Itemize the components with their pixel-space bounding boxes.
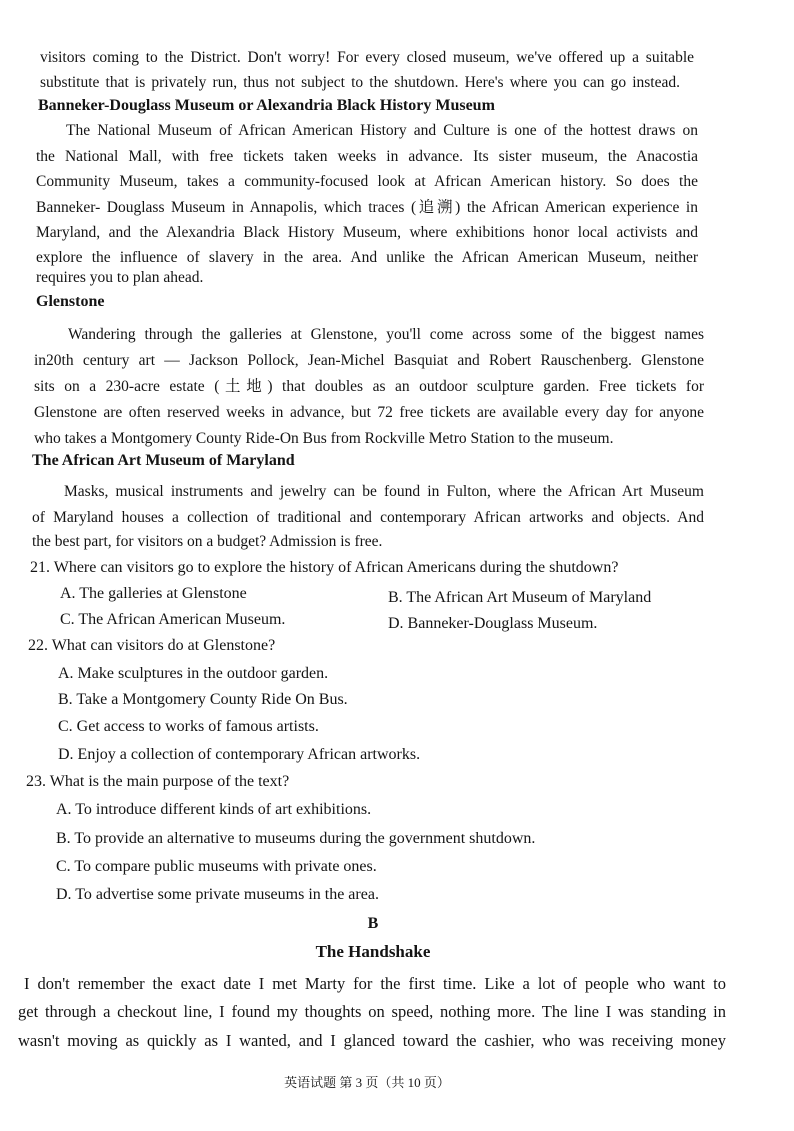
paragraph-line: wasn't moving as quickly as I wanted, and I glanced toward the cashier, who was receiving money: [18, 1031, 726, 1050]
paragraph-line: sits on a 230-acre estate (土地) that doubles as an outdoor sculpture garden. Free tickets for: [34, 378, 704, 395]
page-footer: 英语试题 第 3 页（共 10 页）: [284, 1075, 450, 1090]
paragraph-line: the National Mall, with free tickets taken weeks in advance. Its sister museum, the Anacostia: [36, 148, 698, 165]
passage-title: The Handshake: [315, 942, 431, 961]
paragraph-line: Maryland, and the Alexandria Black History Museum, where exhibitions honor local activists and: [36, 224, 698, 241]
paragraph-line: Glenstone are often reserved weeks in advance, but 72 free tickets are available every day for anyone: [34, 404, 704, 421]
question-option: D. To advertise some private museums in the area.: [56, 886, 379, 903]
paragraph-line: I don't remember the exact date I met Marty for the first time. Like a lot of people who want to: [24, 974, 726, 993]
paragraph-line: Wandering through the galleries at Glenstone, you'll come across some of the biggest names: [68, 326, 704, 343]
question-option: A. The galleries at Glenstone: [60, 585, 247, 602]
intro-line: substitute that is privately run, thus not subject to the shutdown. Here's where you can go instead.: [40, 74, 680, 91]
paragraph-line: who takes a Montgomery County Ride-On Bus from Rockville Metro Station to the museum.: [34, 430, 614, 447]
paragraph-line: The National Museum of African American History and Culture is one of the hottest draws on: [66, 122, 698, 139]
paragraph-line: of Maryland houses a collection of traditional and contemporary African artworks and objects. And: [32, 509, 704, 526]
question-option: D. Enjoy a collection of contemporary African artworks.: [58, 746, 421, 763]
question-option: A. Make sculptures in the outdoor garden.: [58, 665, 329, 682]
question-option: C. Get access to works of famous artists.: [58, 718, 319, 735]
paragraph-line: explore the influence of slavery in the area. And unlike the African American Museum, neither: [36, 249, 698, 266]
question-option: B. Take a Montgomery County Ride On Bus.: [58, 691, 348, 708]
question-option: B. The African Art Museum of Maryland: [388, 589, 652, 606]
section-heading: Glenstone: [36, 293, 105, 310]
question-option: D. Banneker-Douglass Museum.: [388, 615, 598, 632]
paragraph-line: Masks, musical instruments and jewelry can be found in Fulton, where the African Art Museum: [64, 483, 704, 500]
question-stem: 21. Where can visitors go to explore the history of African Americans during the shutdown?: [30, 559, 619, 576]
question-stem: 22. What can visitors do at Glenstone?: [28, 637, 276, 654]
paragraph-line: in20th century art — Jackson Pollock, Jean-Michel Basquiat and Robert Rauschenberg. Glenstone: [34, 352, 704, 369]
section-heading: The African Art Museum of Maryland: [32, 452, 295, 469]
question-stem: 23. What is the main purpose of the text?: [26, 773, 290, 790]
question-option: B. To provide an alternative to museums during the government shutdown.: [56, 830, 536, 847]
paragraph-line: get through a checkout line, I found my thoughts on speed, nothing more. The line I was standing in: [18, 1002, 726, 1021]
paragraph-line: the best part, for visitors on a budget? Admission is free.: [32, 533, 383, 550]
section-heading: Banneker-Douglass Museum or Alexandria Black History Museum: [38, 97, 495, 114]
question-option: A. To introduce different kinds of art exhibitions.: [56, 801, 372, 818]
intro-line: visitors coming to the District. Don't worry! For every closed museum, we've offered up a suitable: [40, 49, 694, 66]
paragraph-line: requires you to plan ahead.: [36, 269, 204, 286]
paragraph-line: Community Museum, takes a community-focused look at African American history. So does the: [36, 173, 698, 190]
question-option: C. The African American Museum.: [60, 611, 286, 628]
question-option: C. To compare public museums with private ones.: [56, 858, 377, 875]
paragraph-line: Banneker- Douglass Museum in Annapolis, which traces (追溯) the African American experience in: [36, 199, 698, 216]
section-letter: B: [367, 915, 379, 932]
